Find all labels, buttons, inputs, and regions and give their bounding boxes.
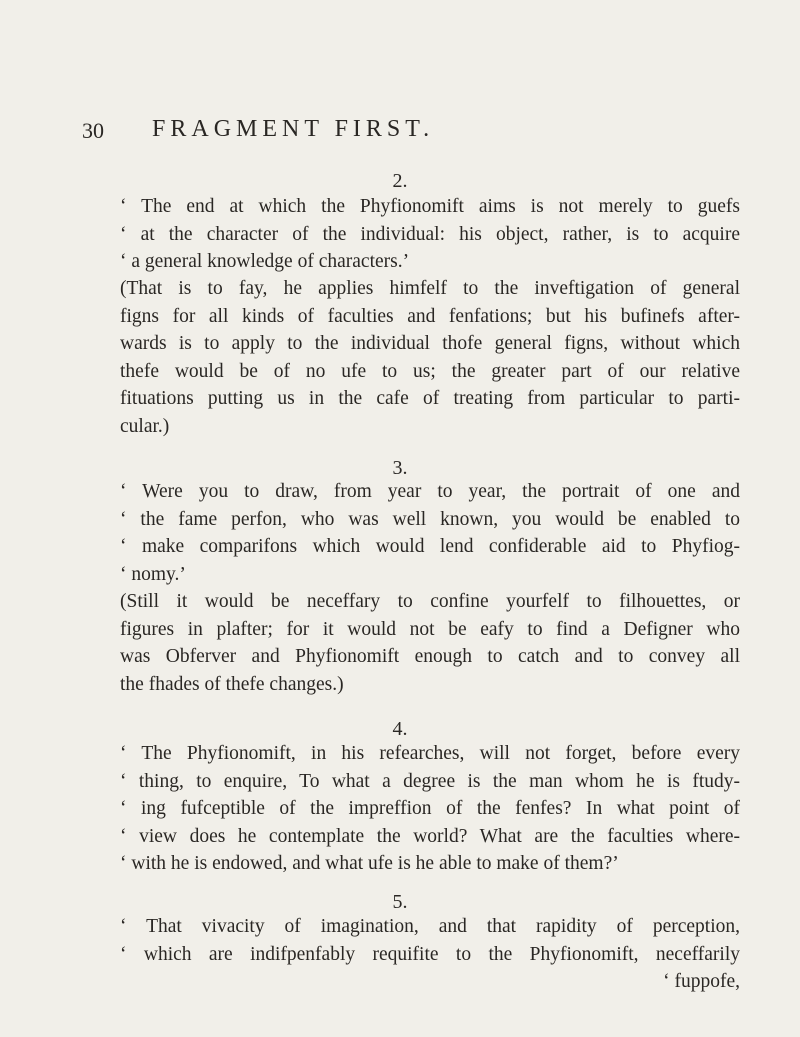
- section-number-2: 2.: [392, 170, 408, 192]
- section-number-3: 3.: [392, 457, 408, 479]
- section-5-quote: [120, 913, 740, 996]
- commentary-line: figures in plafter; for it would not be eafy to find a Defigner who: [120, 618, 740, 640]
- commentary-line: was Obferver and Phyfionomift enough to catch and to convey all: [120, 646, 740, 667]
- section-2-quote: [120, 193, 740, 276]
- quote-line: ‘ The Phyfionomift, in his refearches, will not forget, before every: [120, 743, 740, 764]
- commentary-line: wards is to apply to the individual thofe general figns, without which: [120, 333, 740, 354]
- commentary-line: fituations putting us in the cafe of treating from particular to parti-: [120, 388, 740, 409]
- quote-line: ‘ thing, to enquire, To what a degree is the man whom he is ftudy-: [120, 770, 740, 792]
- quote-line: ‘ at the character of the individual: his object, rather, is to acquire: [120, 223, 740, 245]
- quote-line: ‘ ing fufceptible of the impreffion of the fenfes? In what point of: [120, 798, 740, 819]
- section-2-commentary: [120, 275, 740, 440]
- commentary-line: figns for all kinds of faculties and fenfations; but his bufinefs after-: [120, 305, 740, 327]
- commentary-line: the fhades of thefe changes.): [120, 673, 344, 695]
- quote-line: ‘ a general knowledge of characters.’: [120, 251, 410, 272]
- section-3-commentary: [120, 588, 740, 698]
- catchword: ‘ fuppofe,: [663, 971, 740, 992]
- quote-line: ‘ view does he contemplate the world? What are the faculties where-: [120, 825, 740, 847]
- quote-line: ‘ make comparifons which would lend confiderable aid to Phyfiog-: [120, 536, 740, 557]
- commentary-line: thefe would be of no ufe to us; the greater part of our relative: [120, 360, 740, 382]
- section-4-quote: [120, 740, 740, 878]
- quote-line: ‘ That vivacity of imagination, and that rapidity of perception,: [120, 916, 740, 937]
- running-title: FRAGMENT FIRST.: [152, 116, 435, 142]
- commentary-line: (That is to fay, he applies himfelf to the inveftigation of general: [120, 278, 740, 299]
- quote-line: ‘ the fame perfon, who was well known, you would be enabled to: [120, 508, 740, 530]
- section-number-4: 4.: [392, 718, 408, 740]
- quote-line: ‘ which are indifpenfably requifite to the Phyfionomift, neceffarily: [120, 943, 740, 965]
- quote-line: ‘ Were you to draw, from year to year, the portrait of one and: [120, 481, 740, 502]
- page-number: 30: [82, 118, 104, 143]
- section-3-quote: [120, 478, 740, 588]
- quote-line: ‘ with he is endowed, and what ufe is he able to make of them?’: [120, 853, 619, 874]
- section-number-5: 5.: [392, 891, 408, 913]
- quote-line: ‘ The end at which the Phyfionomift aims is not merely to guefs: [120, 196, 740, 217]
- commentary-line: cular.): [120, 415, 170, 437]
- quote-line: ‘ nomy.’: [120, 563, 186, 585]
- page-header: [0, 112, 800, 152]
- commentary-line: (Still it would be neceffary to confine yourfelf to filhouettes, or: [120, 591, 740, 612]
